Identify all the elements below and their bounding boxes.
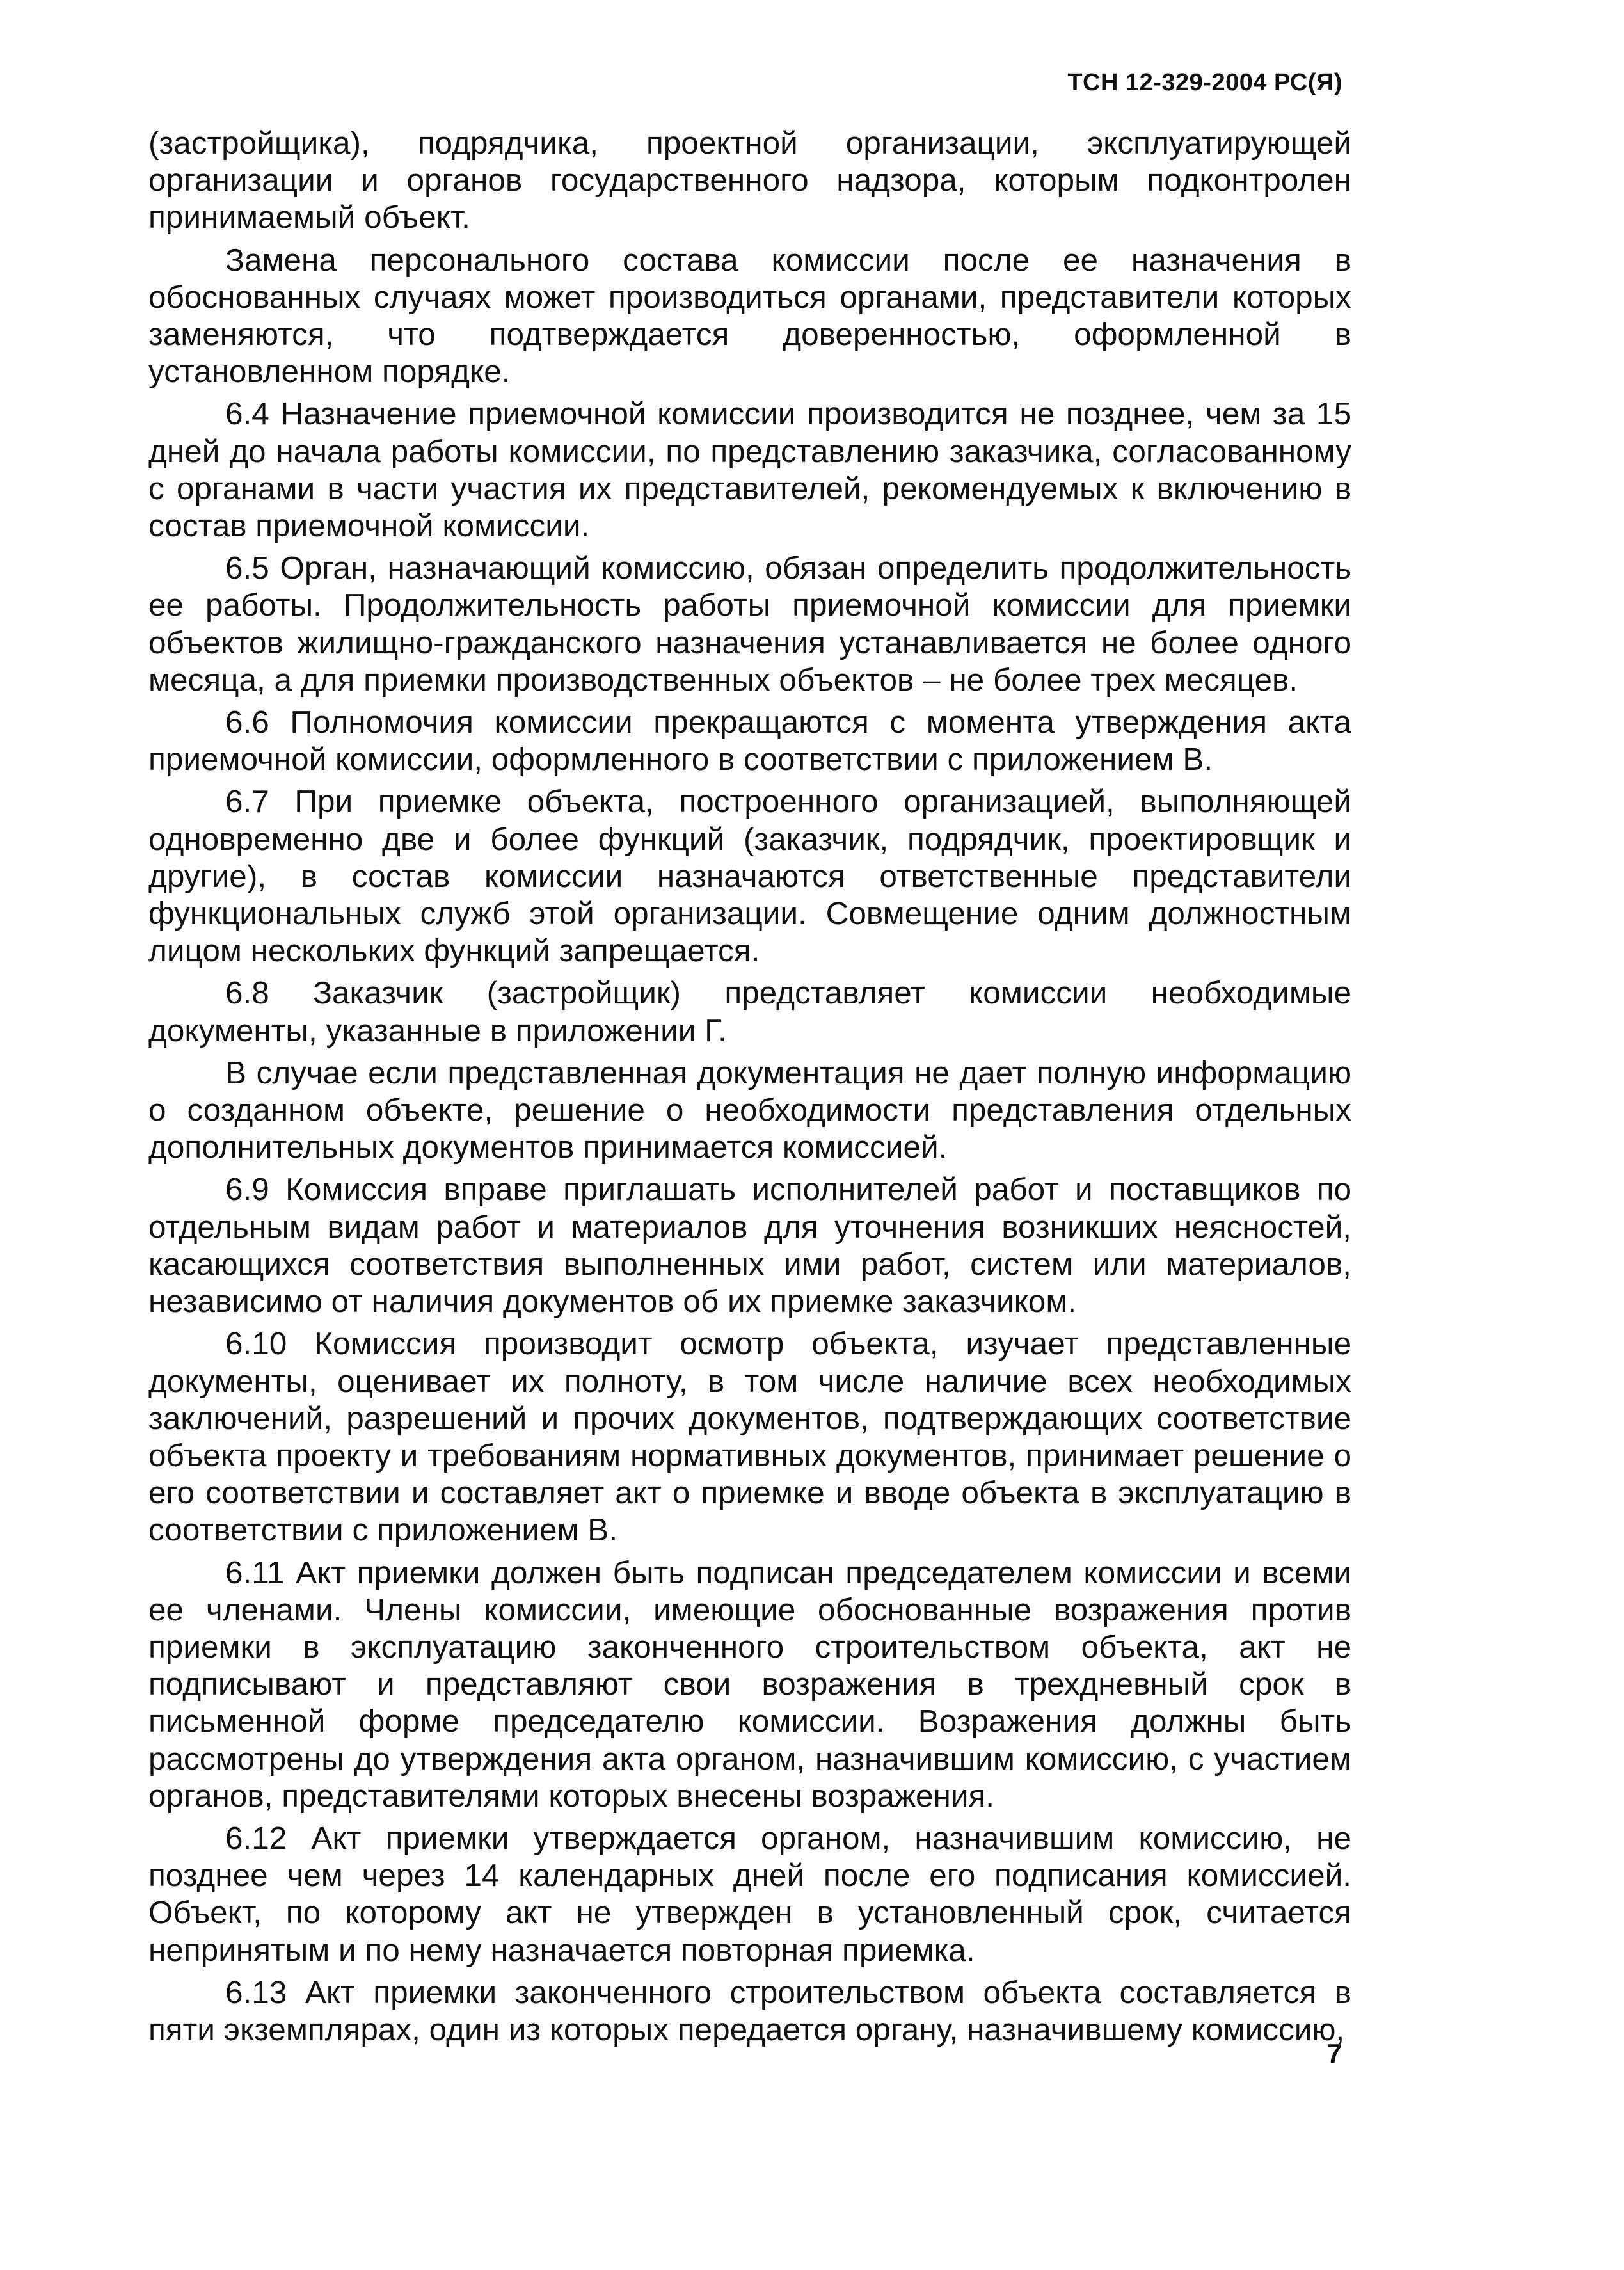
paragraph-6-8: 6.8 Заказчик (застройщик) представляет комиссии необходимые документы, указанные в приложении Г. [148,975,1351,1048]
paragraph-6-9: 6.9 Комиссия вправе приглашать исполнителей работ и поставщиков по отдельным видам работ и материалов для уточнения возникших неясностей, касающихся соответствия выполненных ими работ, систем или материалов, независимо от наличия документов об их приемке заказчиком. [148,1172,1351,1320]
paragraph: Замена персонального состава комиссии после ее назначения в обоснованных случаях может производиться органами, представители которых заменяются, что подтверждается доверенностью, оформленной в установленном порядке. [148,242,1351,390]
page-number: 7 [1326,2038,1342,2068]
paragraph-6-13: 6.13 Акт приемки законченного строительством объекта составляется в пяти экземплярах, один из которых передается органу, назначившему комиссию, [148,1974,1351,2047]
paragraph: В случае если представленная документация не дает полную информацию о созданном объекте, решение о необходимости представления отдельных дополнительных документов принимается комиссией. [148,1055,1351,1165]
document-code-header: ТСН 12-329-2004 РС(Я) [1067,69,1342,96]
paragraph-6-6: 6.6 Полномочия комиссии прекращаются с момента утверждения акта приемочной комиссии, оформленного в соответствии с приложением В. [148,705,1351,778]
paragraph-6-10: 6.10 Комиссия производит осмотр объекта, изучает представленные документы, оценивает их полноту, в том числе наличие всех необходимых заключений, разрешений и прочих документов, подтверждающих соответствие объекта проекту и требованиям нормативных документов, принимает решение о его соответствии и составляет акт о приемке и вводе объекта в эксплуатацию в соответствии с приложением В. [148,1326,1351,1548]
paragraph-6-11: 6.11 Акт приемки должен быть подписан председателем комиссии и всеми ее членами. Члены комиссии, имеющие обоснованные возражения против приемки в эксплуатацию законченного строительством объекта, акт не подписывают и представляют свои возражения в трехдневный срок в письменной форме председателю комиссии. Возражения должны быть рассмотрены до утверждения акта органом, назначившим комиссию, с участием органов, представителями которых внесены возражения. [148,1555,1351,1814]
paragraph-6-4: 6.4 Назначение приемочной комиссии производится не позднее, чем за 15 дней до начала работы комиссии, по представлению заказчика, согласованному с органами в части участия их представителей, рекомендуемых к включению в состав приемочной комиссии. [148,396,1351,544]
paragraph-6-7: 6.7 При приемке объекта, построенного организацией, выполняющей одновременно две и более функций (заказчик, подрядчик, проектировщик и другие), в состав комиссии назначаются ответственные представители функциональных служб этой организации. Совмещение одним должностным лицом нескольких функций запрещается. [148,784,1351,969]
paragraph-6-12: 6.12 Акт приемки утверждается органом, назначившим комиссию, не позднее чем через 14 календарных дней после его подписания комиссией. Объект, по которому акт не утвержден в установленный срок, считается непринятым и по нему назначается повторная приемка. [148,1820,1351,1968]
paragraph-6-5: 6.5 Орган, назначающий комиссию, обязан определить продолжительность ее работы. Продолжительность работы приемочной комиссии для приемки объектов жилищно-гражданского назначения устанавливается не более одного месяца, а для приемки производственных объектов – не более трех месяцев. [148,550,1351,698]
paragraph: (застройщика), подрядчика, проектной организации, эксплуатирующей организации и органов государственного надзора, которым подконтролен принимаемый объект. [148,125,1351,236]
document-body [148,125,1351,2049]
